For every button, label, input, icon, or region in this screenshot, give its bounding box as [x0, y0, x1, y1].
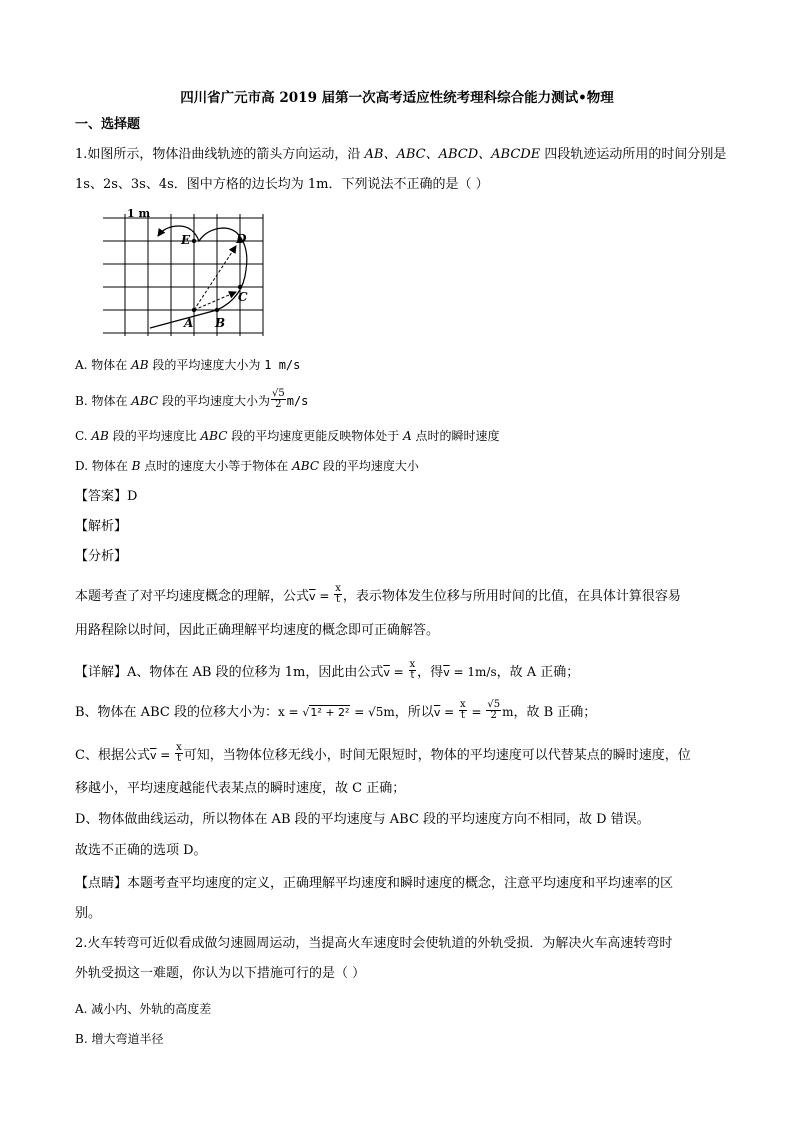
option-b-text2: 段的平均速度大小为 [158, 394, 270, 408]
fraction-denominator: t [176, 753, 181, 764]
detail-a-vbar2: $\overline{v}$ [443, 666, 450, 679]
fraction-numerator: x [176, 742, 182, 753]
detail-b-text: B、物体在 ABC 段的位移大小为： [75, 705, 278, 720]
option-c-label: C. [75, 429, 92, 443]
detail-b-result: = √5m [350, 705, 395, 719]
scale-label: 1 m [127, 208, 151, 220]
option-d-segment: ABC [292, 459, 319, 473]
analysis-eq: = [315, 589, 334, 603]
detail-b-unit: m [502, 705, 514, 719]
option-c-text3: 点时的瞬时速度 [411, 429, 500, 443]
analysis-text2: ，表示物体发生位移与所用时间的比值，在具体计算很容易 [342, 589, 681, 604]
detail-a-fraction [409, 660, 417, 681]
q2-option-a: A. 减小内、外轨的高度差 [75, 1002, 212, 1016]
detail-b-fraction [459, 700, 467, 721]
page-title: 四川省广元市高 2019 届第一次高考适应性统考理科综合能力测试•物理 [180, 90, 614, 106]
q1-analysis-line1 [75, 583, 681, 607]
detail-a-vbar: $\overline{v}$ [383, 666, 390, 679]
displacement-lines [194, 241, 236, 310]
detail-c-text: C、根据公式 [75, 748, 150, 763]
detail-b-eq: = [440, 705, 459, 719]
detail-b-eq2: = [467, 705, 486, 719]
analysis-vbar: $\overline{v}$ [309, 590, 316, 603]
point-label-e: E [181, 233, 191, 247]
point-label-d: D [236, 232, 247, 246]
detail-c-eq: = [156, 748, 175, 762]
point-label-c: C [238, 290, 248, 304]
fraction-denominator: 2 [275, 399, 282, 410]
option-d-point: B [131, 459, 141, 473]
fraction-numerator: x [335, 583, 341, 594]
detail-b-text2: ，所以 [394, 705, 434, 720]
q1-jiexi-heading: 【解析】 [75, 519, 128, 534]
q1-stem-text-end: 四段轨迹运动所用的时间分别是 [540, 147, 727, 162]
fraction-numerator: √5 [271, 388, 285, 399]
q2-stem-line1: 2.火车转弯可近似看成做匀速圆周运动，当提高火车速度时会使轨道的外轨受损．为解决火车高速转弯时 [75, 936, 673, 951]
q1-fenxi-heading: 【分析】 [75, 549, 128, 564]
q1-option-d [75, 457, 419, 475]
q1-stem-text: 1.如图所示，物体沿曲线轨迹的箭头方向运动，沿 [75, 147, 365, 162]
q1-analysis-line2: 用路程除以时间，因此正确理解平均速度的概念即可正确解答。 [75, 623, 440, 638]
option-b-unit: m/s [286, 394, 309, 408]
fraction-denominator: 2 [490, 710, 497, 721]
option-c-point: A [403, 429, 412, 443]
fraction-denominator: t [460, 710, 465, 721]
point-label-a: A [184, 316, 194, 330]
q1-stem-line2: 1s、2s、3s、4s．图中方格的边长均为 1m．下列说法不正确的是（ ） [75, 177, 489, 192]
q2-stem-line2: 外轨受损这一难题，你认为以下措施可行的是（ ） [75, 966, 366, 981]
detail-c-vbar: $\overline{v}$ [149, 749, 157, 762]
q2-option-b: B. 增大弯道半径 [75, 1032, 164, 1046]
analysis-fraction [334, 584, 342, 605]
detail-b-vbar: $\overline{v}$ [433, 706, 441, 719]
analysis-text: 本题考查了对平均速度概念的理解，公式 [75, 589, 310, 604]
detail-a-text: 【详解】A、物体在 AB 段的位移为 1m，因此由公式 [75, 665, 384, 680]
option-d-text2: 点时的速度大小等于物体在 [140, 459, 293, 473]
option-a-text: A. 物体在 [75, 358, 132, 372]
fraction-denominator: t [336, 594, 341, 605]
fraction-numerator: x [409, 659, 416, 670]
detail-c-text2: 可知，当物体位移无线小，时间无限短时，物体的平均速度可以代替某点的瞬时速度，位 [183, 748, 691, 763]
fraction-numerator: √5 [487, 699, 501, 710]
option-b-fraction [271, 389, 286, 410]
detail-b-fraction2 [486, 700, 501, 721]
q1-dianjing-line2: 别。 [75, 906, 102, 921]
q1-detail-c-line1 [75, 742, 691, 766]
detail-b-radicand: 1² + 2² [310, 706, 350, 719]
point-label-b: B [215, 316, 226, 330]
q1-option-a [75, 356, 300, 374]
detail-b-sqrt: √1² + 2² [302, 706, 350, 719]
detail-a-result: = 1m/s [449, 665, 497, 679]
q1-detail-b [75, 699, 597, 723]
detail-c-fraction [175, 743, 183, 764]
fraction-numerator: x [460, 699, 466, 710]
option-a-value: 1 m/s [264, 358, 301, 372]
fraction-denominator: t [410, 670, 415, 681]
q1-stem-segments: AB、ABC、ABCD、ABCDE [364, 147, 541, 162]
option-b-segment: ABC [131, 394, 159, 408]
detail-a-eq: = [389, 665, 408, 679]
q1-option-b [75, 388, 309, 412]
q1-stem-line1 [75, 146, 726, 164]
detail-b-x: x = [277, 705, 303, 719]
q1-detail-a [75, 659, 580, 683]
q1-dianjing-line1: 【点睛】本题考查平均速度的定义，正确理解平均速度和瞬时速度的概念，注意平均速度和平均速率的区 [75, 876, 674, 891]
section-heading: 一、选择题 [75, 117, 141, 132]
detail-a-text3: ，故 A 正确； [496, 665, 580, 680]
option-c-segment2: ABC [200, 429, 228, 443]
option-c-text2: 段的平均速度更能反映物体处于 [227, 429, 404, 443]
q1-detail-d: D、物体做曲线运动，所以物体在 AB 段的平均速度与 ABC 段的平均速度方向不相同，故 D 错误。 [75, 812, 650, 827]
q1-option-c [75, 427, 500, 445]
option-c-text: 段的平均速度比 [108, 429, 201, 443]
option-c-segment1: AB [91, 429, 109, 443]
q1-conclusion: 故选不正确的选项 D。 [75, 843, 207, 858]
option-b-text: B. 物体在 [75, 394, 132, 408]
q1-trajectory-figure [95, 208, 275, 338]
detail-a-text2: ，得 [417, 665, 444, 680]
q1-detail-c-line2: 移越小，平均速度越能代表某点的瞬时速度，故 C 正确； [75, 781, 406, 796]
option-a-segment: AB [131, 358, 149, 372]
option-d-text: D. 物体在 [75, 459, 132, 473]
option-a-text2: 段的平均速度大小为 [148, 358, 265, 372]
q1-answer: 【答案】D [75, 489, 138, 504]
option-d-text3: 段的平均速度大小 [319, 459, 419, 473]
detail-b-text3: ，故 B 正确； [513, 705, 597, 720]
